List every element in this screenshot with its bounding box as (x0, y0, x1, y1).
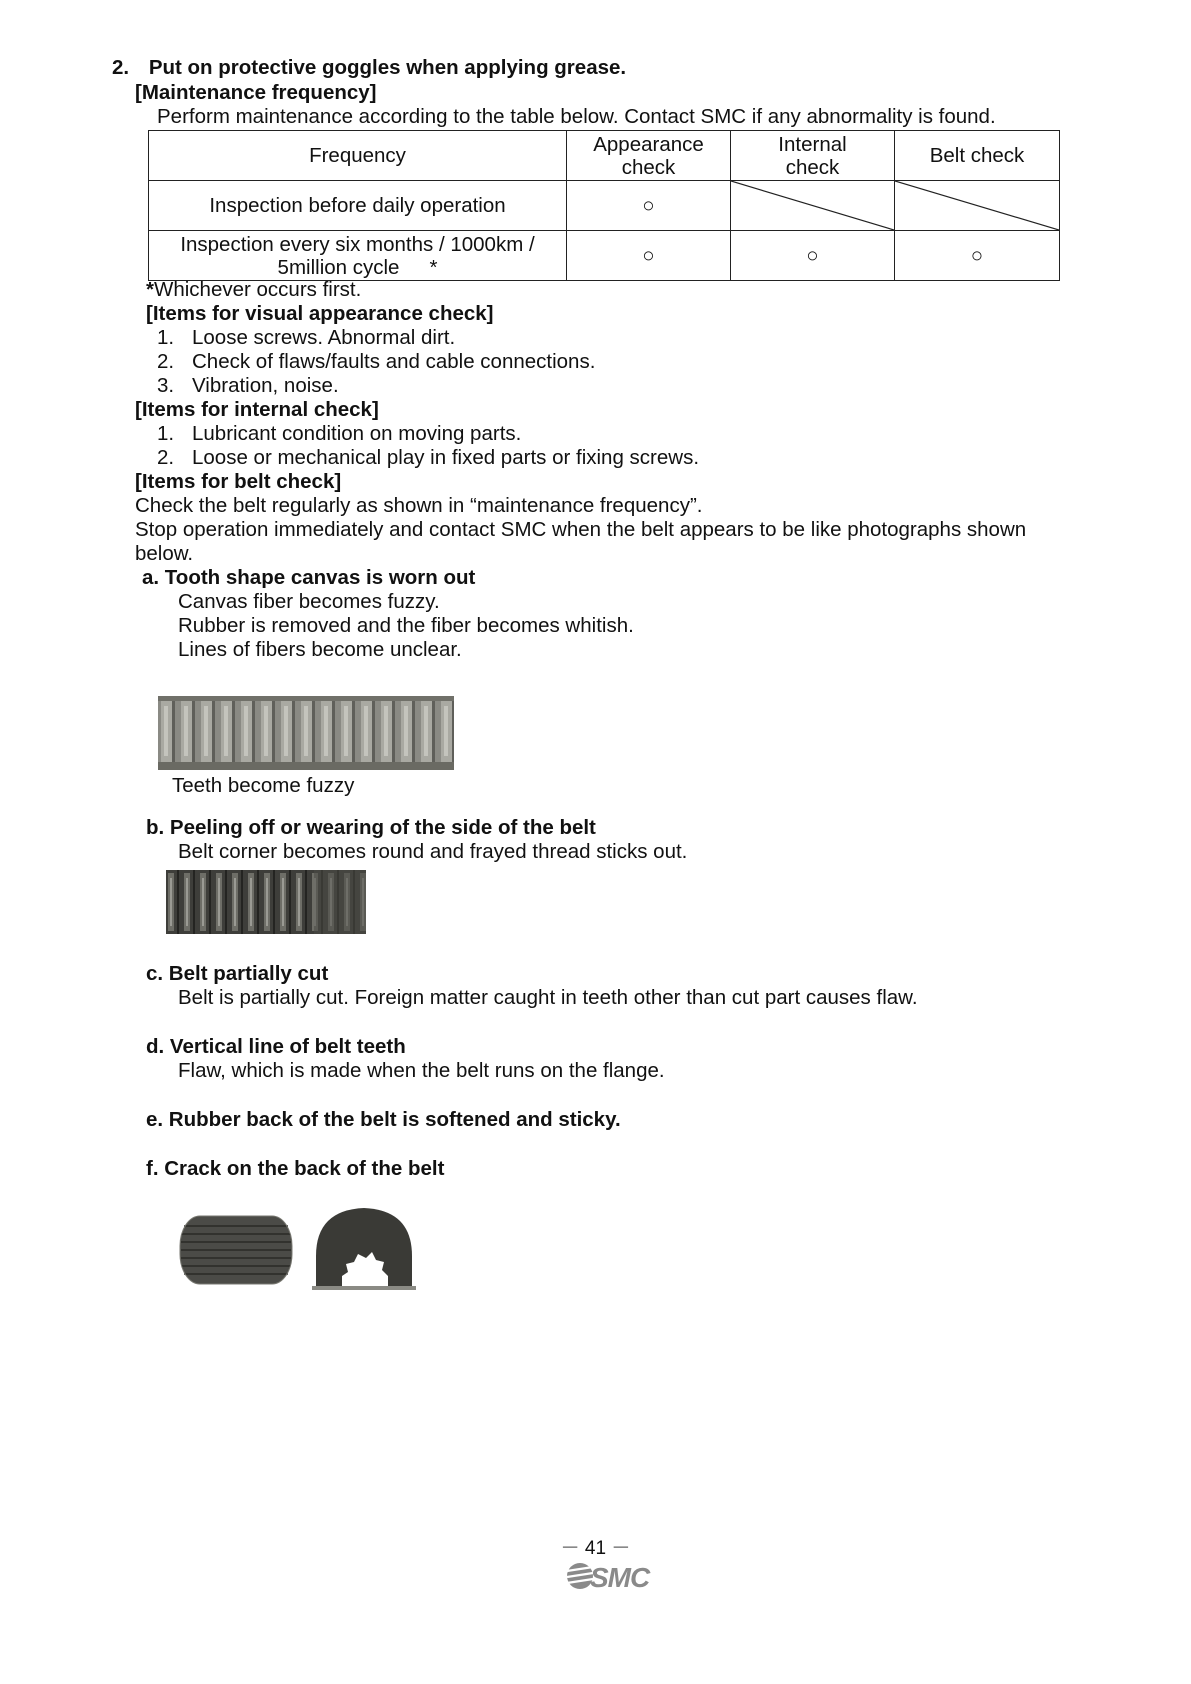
item-b-title: b. Peeling off or wearing of the side of the belt (146, 816, 596, 839)
maintenance-frequency-title: [Maintenance frequency] (135, 81, 377, 104)
item-b-text: Belt corner becomes round and frayed thread sticks out. (178, 840, 688, 863)
list-item (157, 350, 595, 374)
frayed-belt-side-photo (166, 870, 366, 934)
row-appearance-mark: ○ (567, 181, 731, 231)
belt-check-line2b: below. (135, 542, 194, 565)
list-text: Loose or mechanical play in fixed parts or fixing screws. (192, 446, 700, 469)
smc-logo-icon (566, 1560, 662, 1592)
item-d-text: Flaw, which is made when the belt runs on the flange. (178, 1059, 665, 1082)
visual-check-title: [Items for visual appearance check] (146, 302, 494, 325)
footnote (146, 278, 361, 302)
row-belt-not-applicable (895, 181, 1060, 231)
svg-text:SMC: SMC (590, 1562, 650, 1592)
list-text: Loose screws. Abnormal dirt. (192, 326, 456, 349)
item-f-title: f. Crack on the back of the belt (146, 1157, 445, 1180)
row-label: Inspection before daily operation (149, 181, 567, 231)
list-item (157, 422, 521, 446)
item-d-title: d. Vertical line of belt teeth (146, 1035, 406, 1058)
cracked-belt-cross-section-photo (312, 1206, 416, 1290)
fuzzy-teeth-belt-photo (158, 696, 454, 770)
list-text: Vibration, noise. (192, 374, 339, 397)
diagonal-slash (731, 181, 894, 230)
list-number: 2. (157, 350, 175, 373)
item-a-line: Canvas fiber becomes fuzzy. (178, 590, 440, 613)
table-header-row (149, 131, 1060, 181)
cracked-belt-back-photo (178, 1212, 294, 1288)
row-internal-not-applicable (731, 181, 895, 231)
belt-check-line1: Check the belt regularly as shown in “maintenance frequency”. (135, 494, 703, 517)
list-text: Check of flaws/faults and cable connections. (192, 350, 596, 373)
table-row (149, 181, 1060, 231)
item-c-title: c. Belt partially cut (146, 962, 329, 985)
smc-logo (566, 1560, 662, 1592)
row-label (149, 231, 567, 281)
footnote-text: Whichever occurs first. (153, 278, 362, 301)
item-e-title: e. Rubber back of the belt is softened and sticky. (146, 1108, 621, 1131)
header-internal-check: Internal check (731, 131, 895, 181)
footnote-mark: * (146, 278, 154, 301)
section-heading (112, 56, 626, 80)
list-text: Lubricant condition on moving parts. (192, 422, 522, 445)
list-item (157, 326, 455, 350)
row-internal-mark: ○ (731, 231, 895, 281)
table-row (149, 231, 1060, 281)
list-number: 3. (157, 374, 175, 397)
row-belt-mark: ○ (895, 231, 1060, 281)
row-appearance-mark: ○ (567, 231, 731, 281)
list-item (157, 374, 339, 398)
list-number: 2. (157, 446, 175, 469)
page-number: － 41 － (560, 1538, 631, 1559)
item-a-line: Rubber is removed and the fiber becomes whitish. (178, 614, 634, 637)
maintenance-intro: Perform maintenance according to the table below. Contact SMC if any abnormality is found. (157, 105, 996, 128)
list-number: 1. (157, 422, 175, 445)
row-label-text: Inspection every six months / 1000km / 5million cycle (180, 232, 535, 279)
item-a-line: Lines of fibers become unclear. (178, 638, 462, 661)
list-item (157, 446, 699, 470)
header-appearance-check: Appearance check (567, 131, 731, 181)
item-a-caption: Teeth become fuzzy (172, 774, 355, 797)
belt-check-title: [Items for belt check] (135, 470, 342, 493)
row-label-asterisk: * (429, 255, 438, 279)
section-number: 2. (112, 56, 130, 79)
maintenance-table (148, 130, 1060, 281)
item-c-text: Belt is partially cut. Foreign matter caught in teeth other than cut part causes flaw. (178, 986, 918, 1009)
header-belt-check: Belt check (895, 131, 1060, 181)
section-title: Put on protective goggles when applying grease. (148, 56, 627, 79)
diagonal-slash (895, 181, 1059, 230)
list-number: 1. (157, 326, 175, 349)
header-frequency: Frequency (149, 131, 567, 181)
belt-check-line2a: Stop operation immediately and contact SMC when the belt appears to be like photographs shown (135, 518, 1027, 541)
internal-check-title: [Items for internal check] (135, 398, 379, 421)
item-a-title: a. Tooth shape canvas is worn out (142, 566, 476, 589)
